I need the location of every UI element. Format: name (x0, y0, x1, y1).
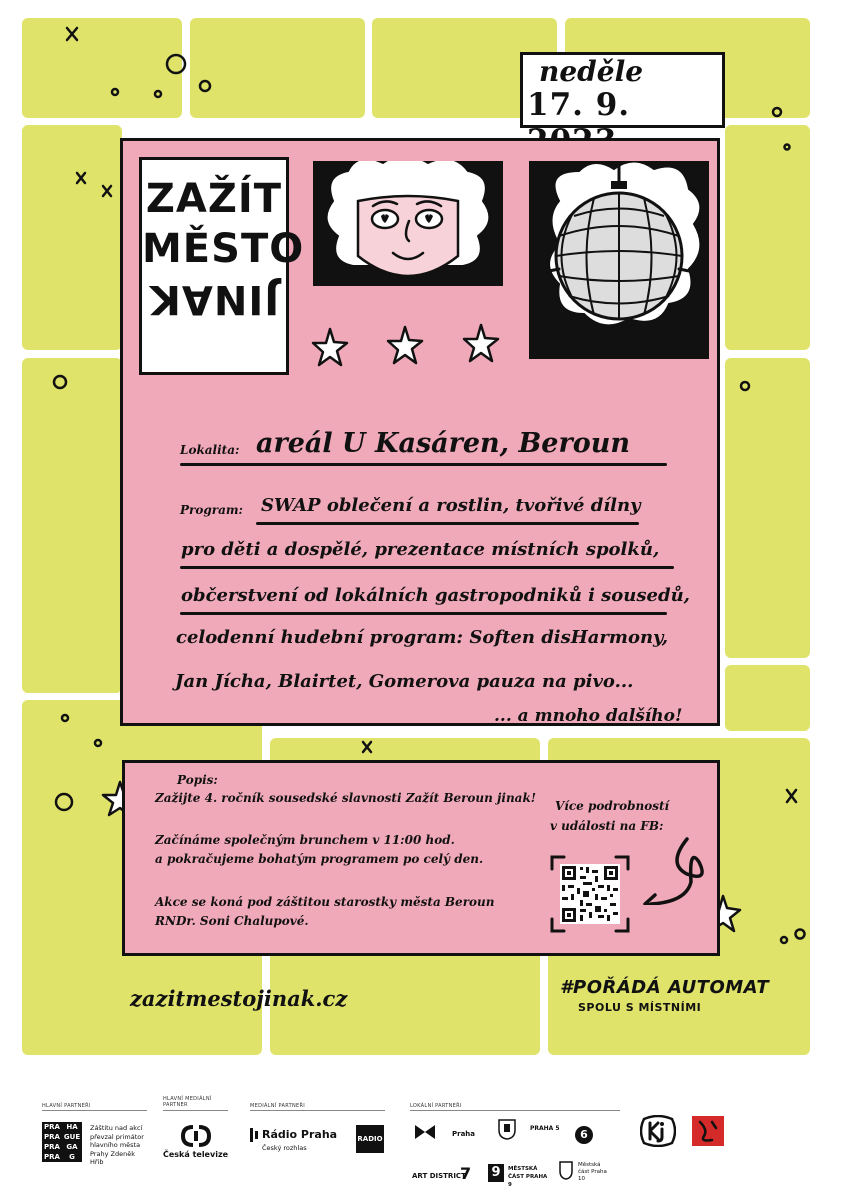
partner-logo-kj-icon (640, 1115, 676, 1147)
program-line-1: SWAP oblečení a rostlin, tvořivé dílny (261, 495, 641, 516)
program-label: Program: (180, 503, 243, 517)
radio-icon (250, 1128, 260, 1142)
arrow-icon (635, 833, 715, 905)
praha-grid-text: PRA (42, 1152, 62, 1162)
art-district-number: 7 (460, 1164, 472, 1183)
location-value: areál U Kasáren, Beroun (256, 428, 630, 459)
mc9-text: MĚSTSKÁ ČÁST PRAHA 9 (508, 1166, 548, 1188)
description-line-3: a pokračujeme bohatým programem po celý den. (155, 852, 484, 866)
local-label: LOKÁLNÍ PARTNEŘI (410, 1103, 462, 1109)
ct-name: Česká televize (163, 1150, 229, 1159)
local-logo-praha5: PRAHA 5 (530, 1125, 560, 1132)
praha-grid-text: PRA (42, 1142, 62, 1152)
organizer-line-1: #POŘÁDÁ AUTOMAT (560, 977, 770, 998)
qr-code[interactable] (550, 855, 630, 933)
title-logo (139, 157, 305, 375)
description-line-4: Akce se koná pod záštitou starostky města Beroun (155, 895, 495, 909)
event-date: 17. 9. (527, 87, 631, 123)
partner-logo-red-icon (692, 1116, 724, 1146)
praha-grid-text: PRA (42, 1132, 62, 1142)
program-line-4: celodenní hudební program: Soften disHarmony, (176, 627, 669, 648)
event-weekday: neděle (539, 55, 644, 88)
description-line-2: Začínáme společným brunchem v 11:00 hod. (155, 833, 455, 847)
main-partner-label: HLAVNÍ PARTNEŘI (42, 1103, 91, 1109)
description-label: Popis: (177, 773, 218, 787)
location-label: Lokalita: (180, 443, 240, 457)
disco-ball-icon (529, 161, 709, 359)
website-link[interactable]: zazitmestojinak.cz (130, 986, 348, 1011)
radio1-logo: RADIO 1 (356, 1125, 384, 1153)
radio-praha-name: Rádio Praha (262, 1128, 338, 1141)
praha-grid-text: G (62, 1152, 82, 1162)
mc10-text: Městská část Praha 10 (578, 1162, 607, 1182)
media-partner-label: HLAVNÍ MEDIÁLNÍ PARTNER (163, 1096, 212, 1108)
mc9-number: 9 (488, 1164, 504, 1182)
patronage-text: Záštitu nad akcí převzal primátor hlavního města Prahy Zdeněk Hřib (90, 1124, 144, 1166)
praha-grid-text: GA (62, 1142, 82, 1152)
stars-decoration (308, 321, 518, 381)
qr-caption-line-2: v události na FB: (550, 819, 664, 833)
title-line-2: MĚSTO (142, 226, 305, 272)
bowtie-icon (414, 1124, 436, 1140)
program-line-6: ... a mnoho dalšího! (494, 706, 683, 726)
program-line-3: občerstvení od lokálních gastropodniků i sousedů, (181, 585, 690, 606)
praha-grid-text: GUE (63, 1133, 81, 1141)
date-box (520, 52, 725, 128)
disco-ball-illustration (529, 161, 709, 359)
local-logo-praha: Praha (452, 1130, 476, 1138)
praha-grid-text: PRA (42, 1122, 62, 1132)
program-line-5: Jan Jícha, Blairtet, Gomerova pauza na pivo... (175, 671, 634, 692)
praha-grid-text: HA (62, 1122, 82, 1132)
media-label: MEDIÁLNÍ PARTNEŘI (250, 1103, 306, 1109)
art-district-text: ART DISTRICT (412, 1172, 466, 1180)
description-panel (122, 760, 720, 956)
ct-logo-icon (181, 1125, 211, 1147)
description-line-1: Zažijte 4. ročník sousedské slavnosti Zažít Beroun jinak! (155, 791, 537, 805)
local-logo-praha6: 6 (575, 1126, 593, 1144)
crest-icon (496, 1118, 518, 1140)
face-illustration (313, 161, 503, 286)
description-line-5: RNDr. Soni Chalupové. (155, 914, 309, 928)
title-line-3: JINAK (148, 276, 280, 322)
program-line-2: pro děti a dospělé, prezentace místních spolků, (181, 539, 660, 560)
organizer-line-2: SPOLU S MÍSTNÍMI (578, 1001, 702, 1014)
title-line-1: ZAŽÍT (145, 176, 283, 222)
main-info-panel (120, 138, 720, 726)
radio-praha-sub: Český rozhlas (262, 1144, 307, 1152)
praha-logo (42, 1122, 82, 1162)
face-icon (313, 161, 503, 286)
mc10-crest-icon (558, 1160, 574, 1180)
organizer-logo (560, 977, 769, 1014)
qr-caption-line-1: Více podrobností (555, 799, 670, 813)
